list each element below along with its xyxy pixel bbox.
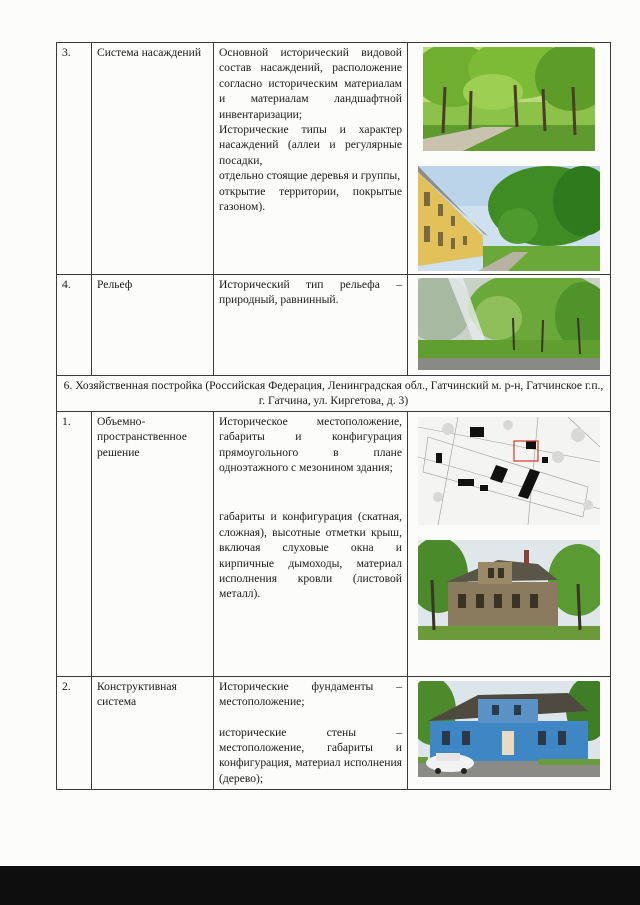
photo-tree-alley xyxy=(423,47,595,151)
description-paragraph: отдельно стоящие деревья и группы, xyxy=(219,169,401,183)
photo-yellow-building xyxy=(418,166,600,271)
element-description xyxy=(214,275,408,376)
table-row xyxy=(57,676,611,789)
table-row xyxy=(57,43,611,275)
scan-bottom-edge xyxy=(0,866,640,905)
description-paragraph: габариты и конфигурация (скатная, сложная), высотные отметки крыш, включая слуховые окна и кирпичные дымоходы, материал исполнения кровли (листовой металл). xyxy=(219,510,402,601)
row-number: 3. xyxy=(57,43,92,275)
element-description xyxy=(214,411,408,676)
description-paragraph: Исторические фундаменты – местоположение; xyxy=(219,679,402,709)
row-number: 2. xyxy=(57,676,92,789)
table-row xyxy=(57,275,611,376)
description-paragraph: Исторические типы и характер насаждений (аллеи и регулярные посадки, xyxy=(219,123,402,167)
element-name: Рельеф xyxy=(92,275,214,376)
element-description xyxy=(214,676,408,789)
element-name: Конструктивная система xyxy=(92,676,214,789)
photo-blue-house xyxy=(418,681,600,777)
photo-relief-park xyxy=(418,278,600,370)
photo-cell xyxy=(408,411,611,676)
photo-cell xyxy=(408,43,611,275)
section-header-row xyxy=(57,376,611,412)
photo-wooden-house xyxy=(418,540,600,640)
element-name: Система насаждений xyxy=(92,43,214,275)
row-number: 4. xyxy=(57,275,92,376)
description-paragraph: Историческое местоположение, габариты и конфигурация прямоугольного в плане одноэтажного с мезонином здания; xyxy=(219,414,402,475)
photo-cell xyxy=(408,275,611,376)
section-title: 6. Хозяйственная постройка (Российская Федерация, Ленинградская обл., Гатчинский м. р-н, Гатчинское г.п., г. Гатчина, ул. Киргетова, д. 3) xyxy=(57,376,611,412)
photo-cell xyxy=(408,676,611,789)
table-row xyxy=(57,411,611,676)
element-description xyxy=(214,43,408,275)
row-number: 1. xyxy=(57,411,92,676)
description-paragraph: Основной исторический видовой состав насаждений, расположение согласно историческим материалам и материалам ландшафтной инвентаризации; xyxy=(219,46,402,121)
element-name: Объемно-пространственное решение xyxy=(92,411,214,676)
description-paragraph: Исторический тип рельефа – природный, равнинный. xyxy=(219,278,402,307)
description-paragraph: открытие территории, покрытые газоном). xyxy=(219,184,402,214)
heritage-elements-table xyxy=(56,42,611,790)
description-paragraph: исторические стены – местоположение, габариты и конфигурация, материал исполнения (дерево); xyxy=(219,725,402,785)
photo-site-plan xyxy=(418,417,600,525)
